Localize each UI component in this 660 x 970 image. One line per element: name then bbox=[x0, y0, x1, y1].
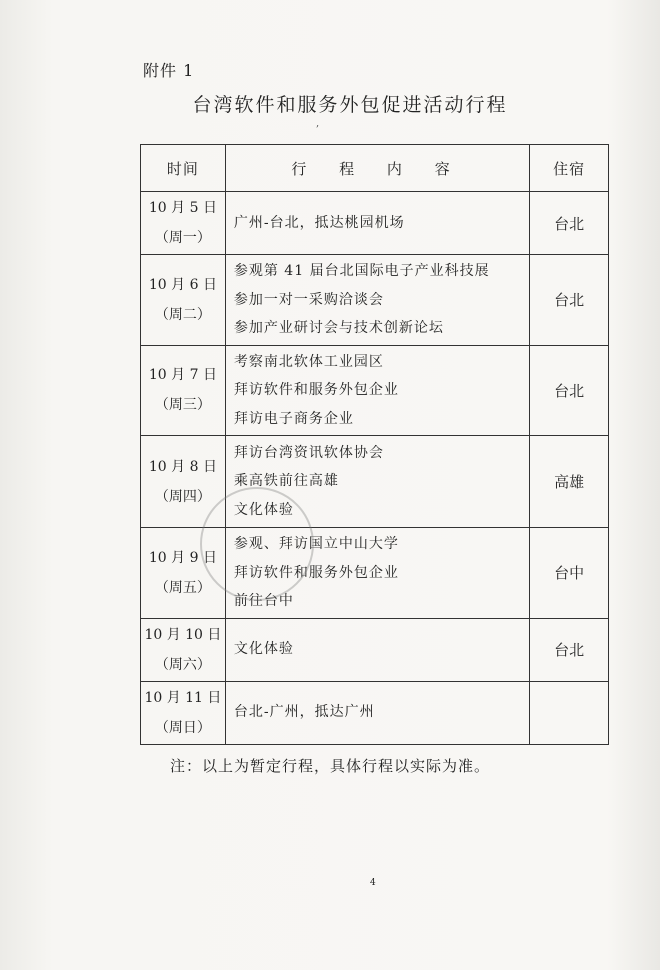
row-activity: 参观第 41 届台北国际电子产业科技展 bbox=[233, 263, 490, 279]
document-title: 台湾软件和服务外包促进活动行程 bbox=[192, 94, 508, 116]
row-activity: 拜访电子商务企业 bbox=[233, 410, 354, 427]
row-activity: 乘高铁前往高雄 bbox=[233, 473, 339, 490]
row-weekday: （周四） bbox=[154, 488, 211, 505]
header-time: 时间 bbox=[141, 145, 226, 192]
row-activity: 广州-台北，抵达桃园机场 bbox=[233, 214, 405, 231]
row-stay: 台北 bbox=[530, 618, 609, 681]
row-weekday: （周一） bbox=[154, 230, 211, 246]
table-row bbox=[141, 681, 609, 744]
row-stay: 台北 bbox=[530, 345, 609, 436]
row-activity: 参观、拜访国立中山大学 bbox=[233, 536, 399, 552]
itinerary-table bbox=[140, 144, 609, 745]
row-content-cell bbox=[225, 255, 529, 346]
page-number: 4 bbox=[370, 878, 376, 888]
row-stay: 台中 bbox=[530, 528, 609, 619]
row-date: 10 月 9 日 bbox=[148, 549, 217, 566]
attachment-label: 附件 1 bbox=[143, 61, 195, 80]
row-weekday: （周五） bbox=[154, 579, 211, 596]
scan-mark: , bbox=[316, 118, 320, 129]
row-date-cell bbox=[141, 345, 226, 436]
row-stay: 台北 bbox=[530, 192, 609, 255]
row-activity: 参加产业研讨会与技术创新论坛 bbox=[233, 320, 444, 336]
row-weekday: （周日） bbox=[154, 719, 211, 736]
row-activity: 拜访软件和服务外包企业 bbox=[233, 382, 399, 398]
row-weekday: （周六） bbox=[154, 656, 211, 673]
row-date-cell bbox=[141, 618, 226, 681]
row-stay: 台北 bbox=[530, 255, 609, 346]
row-date-cell bbox=[141, 681, 226, 744]
row-date-cell bbox=[141, 436, 226, 528]
table-row bbox=[141, 436, 609, 528]
row-activity: 台北-广州，抵达广州 bbox=[233, 704, 375, 721]
row-activity: 文化体验 bbox=[233, 641, 294, 658]
row-date: 10 月 10 日 bbox=[144, 626, 222, 643]
header-stay: 住宿 bbox=[530, 145, 609, 192]
row-date: 10 月 6 日 bbox=[148, 276, 217, 293]
row-content-cell bbox=[225, 618, 529, 681]
row-content-cell bbox=[225, 528, 529, 619]
row-weekday: （周三） bbox=[154, 397, 211, 414]
table-row bbox=[141, 345, 609, 436]
row-date: 10 月 11 日 bbox=[144, 689, 222, 706]
row-stay bbox=[530, 681, 609, 744]
table-row bbox=[141, 618, 609, 681]
table-header-row bbox=[141, 145, 609, 192]
row-activity: 参加一对一采购洽谈会 bbox=[233, 291, 384, 308]
footnote: 注：以上为暂定行程，具体行程以实际为准。 bbox=[170, 757, 491, 775]
row-content-cell bbox=[225, 192, 529, 255]
table-row bbox=[141, 255, 609, 346]
row-date: 10 月 8 日 bbox=[148, 458, 217, 475]
row-activity: 文化体验 bbox=[233, 501, 294, 518]
table-row bbox=[141, 528, 609, 619]
row-date-cell bbox=[141, 192, 226, 255]
row-content-cell bbox=[225, 345, 529, 436]
row-activity: 考察南北软体工业园区 bbox=[233, 353, 384, 370]
table-row bbox=[141, 192, 609, 255]
row-weekday: （周二） bbox=[154, 306, 211, 323]
row-content-cell bbox=[225, 436, 529, 528]
header-content: 行 程 内 容 bbox=[225, 145, 529, 192]
row-date-cell bbox=[141, 528, 226, 619]
row-stay: 高雄 bbox=[530, 436, 609, 528]
row-date-cell bbox=[141, 255, 226, 346]
row-date: 10 月 5 日 bbox=[148, 200, 217, 216]
row-activity: 拜访软件和服务外包企业 bbox=[233, 564, 399, 581]
row-activity: 前往台中 bbox=[233, 593, 294, 609]
row-activity: 拜访台湾资讯软体协会 bbox=[233, 444, 384, 461]
row-content-cell bbox=[225, 681, 529, 744]
row-date: 10 月 7 日 bbox=[148, 367, 217, 384]
